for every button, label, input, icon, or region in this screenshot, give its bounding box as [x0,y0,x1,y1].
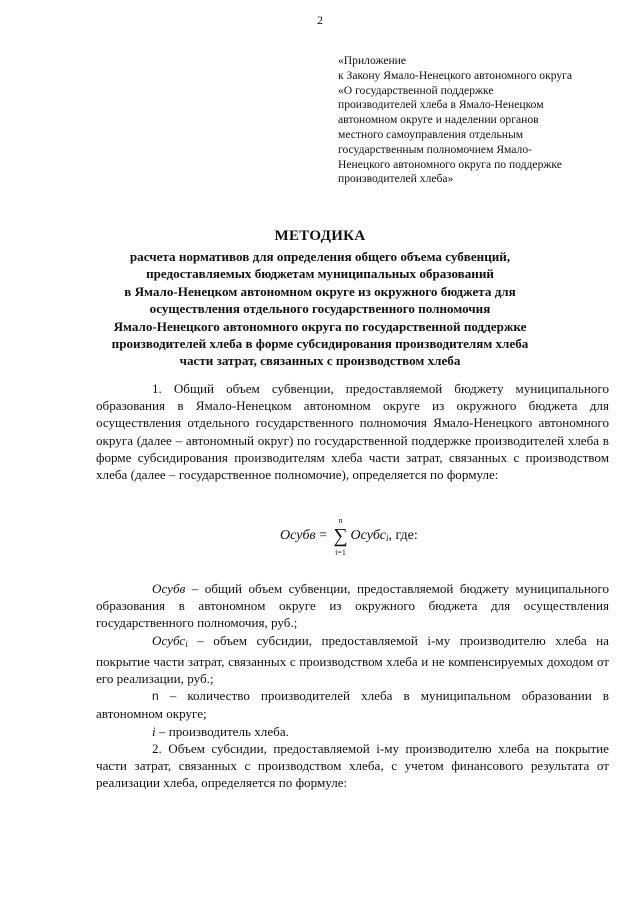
appendix-line: государственным полномочием Ямало- [338,142,532,156]
title-main: МЕТОДИКА [274,228,366,244]
appendix-line: производителей хлеба в Ямало-Ненецком [338,98,544,112]
subtitle-line: производителей хлеба в форме субсидирования производителям хлеба [111,336,529,352]
appendix-line: местного самоуправления отдельным [338,127,524,141]
sum-symbol: n ∑ i=1 [333,516,348,557]
formula-lhs: Осубв [280,528,316,544]
def-symbol: i [152,723,156,739]
appendix-line: Ненецкого автономного округа по поддержке [338,157,562,171]
appendix-line: «Приложение [338,54,407,67]
definition-i [96,723,609,740]
subtitle-line: в Ямало-Ненецком автономном округе из окружного бюджета для [124,283,516,299]
def-symbol-sub: i [185,638,188,649]
appendix-line: производителей хлеба» [338,172,454,186]
subtitle-line: части затрат, связанных с производством хлеба [179,353,461,369]
def-symbol: n [152,689,159,704]
paragraph-1-text: 1. Общий объем субвенции, предоставляемой бюджету муниципального образования в Ямало-Ненецком автономном округе из окружного бюджета для осуществления отдельного государственного полномочия Ямало-Ненецкого автономного округа (далее – автономный округ) по государственной поддержке производителей хлеба в форме субсидирования производителям хлеба части затрат, связанных с производством хлеба (далее – государственное полномочие), определяется по формуле: [96,381,609,483]
formula-tail: , где: [388,528,418,544]
definition-n [96,687,609,722]
def-text: – количество производителей хлеба в муниципальном образовании в автономном округе; [96,688,609,722]
def-symbol: Осубс [152,632,186,648]
formula-1 [280,516,418,557]
title-subtitle [40,248,600,370]
subtitle-line: предоставляемых бюджетам муниципальных образований [146,266,494,282]
sum-upper: n [338,516,343,525]
subtitle-line: расчета нормативов для определения общего объема субвенций, [129,249,511,264]
paragraph-2-text: 2. Объем субсидии, предоставляемой i-му производителю хлеба на покрытие части затрат, связанных с производством хлеба, с учетом финансового результата от реализации хлеба, определяется по формуле: [96,740,609,791]
formula-term: Осубс [350,528,386,544]
appendix-header [338,54,628,187]
document-title [40,228,600,370]
sum-lower: i=1 [335,548,346,557]
definition-osubs [96,632,609,688]
def-symbol: Осубв [152,581,186,596]
def-text: – объем субсидии, предоставляемой i-му производителю хлеба на покрытие части затрат, связанных с производством хлеба и не компенсируемых доходом от его реализации, руб.; [96,632,609,687]
appendix-line: к Закону Ямало-Ненецкого автономного округа [338,68,573,82]
def-text: – производитель хлеба. [155,723,289,739]
definition-osubv [96,580,609,632]
appendix-line: автономном округе и наделении органов [338,113,539,127]
definitions [96,580,609,791]
page-number: 2 [317,13,323,27]
subtitle-line: осуществления отдельного государственного полномочия [149,301,491,317]
paragraph-1 [96,380,609,483]
subtitle-line: Ямало-Ненецкого автономного округа по государственной поддержке [113,318,527,334]
def-text: – общий объем субвенции, предоставляемой бюджету муниципального образования в автономном округе из окружного бюджета для осуществления государственного полномочия, руб.; [96,581,609,631]
formula-eq: = [315,528,331,544]
appendix-line: «О государственной поддержке [338,83,494,97]
formula-term-sub: i [385,533,389,544]
